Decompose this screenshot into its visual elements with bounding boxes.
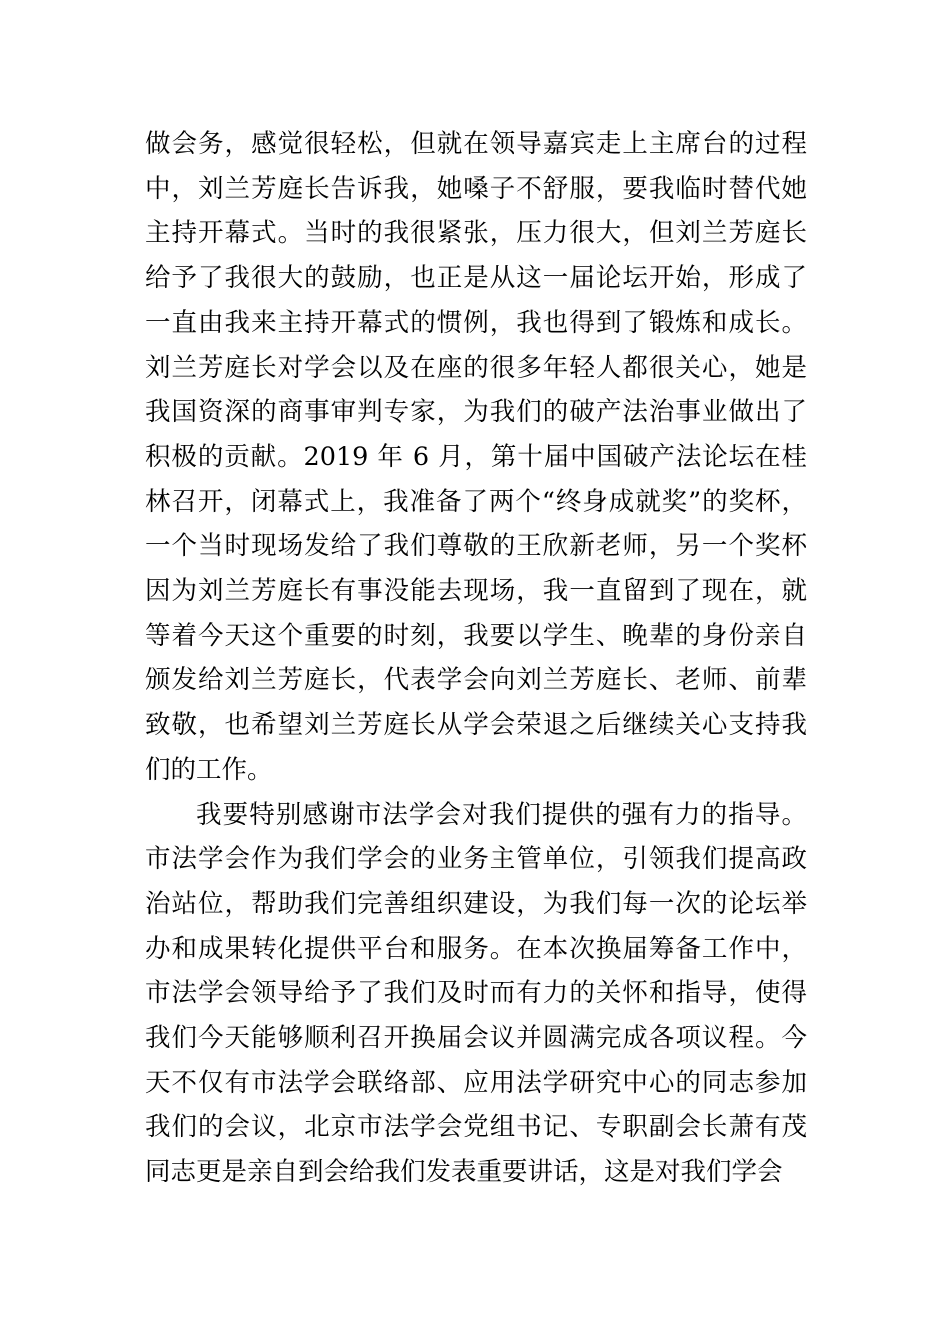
paragraph-1: 做会务，感觉很轻松，但就在领导嘉宾走上主席台的过程中，刘兰芳庭长告诉我，她嗓子不舒服，要我临时替代她主持开幕式。当时的我很紧张，压力很大，但刘兰芳庭长给予了我很大的鼓励，也正是从这一届论坛开始，形成了一直由我来主持开幕式的惯例，我也得到了锻炼和成长。刘兰芳庭长对学会以及在座的很多年轻人都很关心，她是我国资深的商事审判专家，为我们的破产法治事业做出了积极的贡献。2019 年 6 月，第十届中国破产法论坛在桂林召开，闭幕式上，我准备了两个“终身成就奖”的奖杯，一个当时现场发给了我们尊敬的王欣新老师，另一个奖杯因为刘兰芳庭长有事没能去现场，我一直留到了现在，就等着今天这个重要的时刻，我要以学生、晚辈的身份亲自颁发给刘兰芳庭长，代表学会向刘兰芳庭长、老师、前辈致敬，也希望刘兰芳庭长从学会荣退之后继续关心支持我们的工作。 xyxy=(145,129,807,785)
document-body xyxy=(145,122,807,1195)
paragraph-2: 我要特别感谢市法学会对我们提供的强有力的指导。市法学会作为我们学会的业务主管单位，引领我们提高政治站位，帮助我们完善组织建设，为我们每一次的论坛举办和成果转化提供平台和服务。在本次换届筹备工作中，市法学会领导给予了我们及时而有力的关怀和指导，使得我们今天能够顺利召开换届会议并圆满完成各项议程。今天不仅有市法学会联络部、应用法学研究中心的同志参加我们的会议，北京市法学会党组书记、专职副会长萧有茂同志更是亲自到会给我们发表重要讲话，这是对我们学会 xyxy=(145,799,807,1188)
